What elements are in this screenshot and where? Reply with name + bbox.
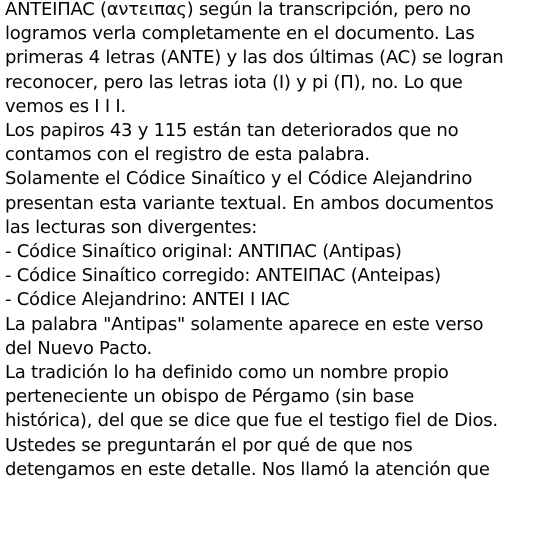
text-line: Solamente el Códice Sinaítico y el Códice Alejandrino <box>5 168 473 190</box>
text-line: presentan esta variante textual. En ambos documentos <box>5 192 494 214</box>
text-line: logramos verla completamente en el documento. Las <box>5 23 475 45</box>
text-line: Los papiros 43 y 115 están tan deteriorados que no <box>5 120 459 142</box>
text-line: del Nuevo Pacto. <box>5 337 153 359</box>
list-item: - Códice Alejandrino: ANTEI I IAC <box>5 289 290 311</box>
text-line: las lecturas son divergentes: <box>5 216 258 238</box>
list-item: - Códice Sinaítico corregido: ANTEIΠAC (Anteipas) <box>5 265 441 287</box>
text-line: Ustedes se preguntarán el por qué de que nos <box>5 434 413 456</box>
list-item: - Códice Sinaítico original: ANTIΠAC (Antipas) <box>5 241 402 263</box>
text-line: ANTEIΠAC (αντειπας) según la transcripción, pero no <box>5 0 471 20</box>
text-line: contamos con el registro de esta palabra. <box>5 144 370 166</box>
text-line: La palabra "Antipas" solamente aparece en este verso <box>5 313 484 335</box>
text-line: detengamos en este detalle. Nos llamó la atención que <box>5 458 490 480</box>
text-line: reconocer, pero las letras iota (I) y pi (Π), no. Lo que <box>5 71 463 93</box>
text-line: histórica), del que se dice que fue el testigo fiel de Dios. <box>5 410 498 432</box>
text-line: vemos es I I I. <box>5 95 126 117</box>
text-line: primeras 4 letras (ANTE) y las dos últimas (AC) se logran <box>5 47 504 69</box>
text-line: La tradición lo ha definido como un nombre propio <box>5 362 449 384</box>
text-line: perteneciente un obispo de Pérgamo (sin base <box>5 386 415 408</box>
post-body-text <box>5 0 545 482</box>
